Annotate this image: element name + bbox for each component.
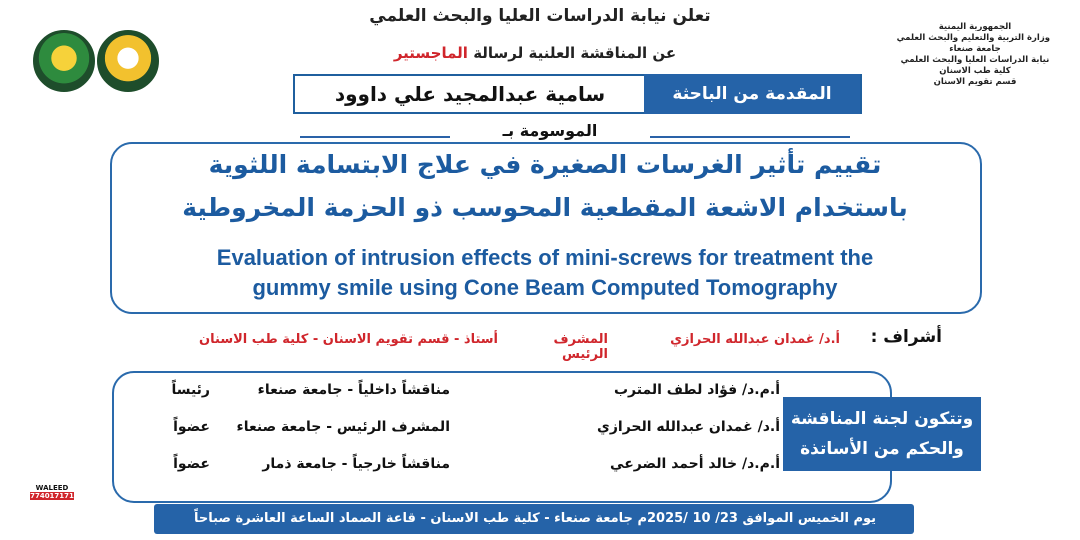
supervisor-name: أ.د/ غمدان عبدالله الحرازي [670, 332, 840, 347]
committee-row [140, 419, 780, 449]
ministry-line: كلية طب الاسنان [939, 66, 1011, 76]
researcher-label: المقدمة من الباحثة [644, 74, 860, 114]
footer-text: يوم الخميس الموافق 23/ 10 /2025م جامعة صنعاء - كلية طب الاسنان - قاعة الصماد الساعة العاشرة صباحاً [193, 511, 877, 526]
member-role: المشرف الرئيس - جامعة صنعاء [236, 419, 450, 435]
degree-highlight: الماجستير [393, 44, 468, 62]
committee-label-line: وتتكون لجنة المناقشة [790, 409, 974, 429]
member-position: عضواً [173, 456, 210, 472]
supervisor-dept: أستاذ - قسم تقويم الاسنان - كلية طب الاسنان [199, 332, 498, 347]
divider-line [300, 136, 450, 138]
ministry-line: الجمهورية اليمنية [938, 22, 1012, 32]
ministry-line: جامعة صنعاء [949, 44, 1001, 54]
member-name: أ.م.د/ خالد أحمد الضرعي [610, 456, 780, 472]
member-name: أ.د/ غمدان عبدالله الحرازي [597, 419, 780, 435]
signature-name: WALEED [35, 484, 69, 492]
divider-line [650, 136, 850, 138]
ministry-line: وزارة التربية والتعليم والبحث العلمي [896, 33, 1050, 43]
member-position: رئيساً [171, 382, 210, 398]
title-arabic-line2: باستخدام الاشعة المقطعية المحوسب ذو الحزمة المخروطية [182, 193, 908, 222]
university-logo [97, 30, 159, 92]
designer-signature [30, 484, 74, 500]
title-english-line2: gummy smile using Cone Beam Computed Tomography [252, 275, 838, 300]
researcher-name: سامية عبدالمجيد علي داوود [334, 82, 606, 106]
ministry-line: قسم تقويم الاسنان [933, 77, 1017, 87]
ministry-block [896, 22, 1050, 88]
subheader-text: عن المناقشة العلنية لرسالة [473, 44, 677, 62]
faculty-logo [33, 30, 95, 92]
member-position: عضواً [173, 419, 210, 435]
title-arabic-line1: تقييم تأثير الغرسات الصغيرة في علاج الابتسامة اللثوية [208, 150, 882, 179]
member-role: مناقشاً داخلياً - جامعة صنعاء [257, 382, 450, 398]
marked-label: الموسومة بـ [502, 121, 598, 140]
committee-label-line: والحكم من الأساتذة [800, 439, 964, 459]
committee-row [140, 382, 780, 412]
title-english-line1: Evaluation of intrusion effects of mini-screws for treatment the [216, 245, 874, 270]
announcement-header: تعلن نيابة الدراسات العليا والبحث العلمي [369, 6, 711, 26]
supervisor-role: المشرف الرئيس [553, 332, 608, 362]
committee-label [783, 397, 981, 471]
announcement-subheader [300, 44, 770, 62]
ministry-line: نيابة الدراسات العليا والبحث العلمي [900, 55, 1050, 65]
member-role: مناقشاً خارجياً - جامعة ذمار [262, 456, 450, 472]
committee-row [140, 456, 780, 486]
supervision-label: أشراف : [870, 327, 942, 347]
member-name: أ.م.د/ فؤاد لطف المترب [613, 382, 780, 398]
signature-number: 774017171 [30, 492, 74, 500]
